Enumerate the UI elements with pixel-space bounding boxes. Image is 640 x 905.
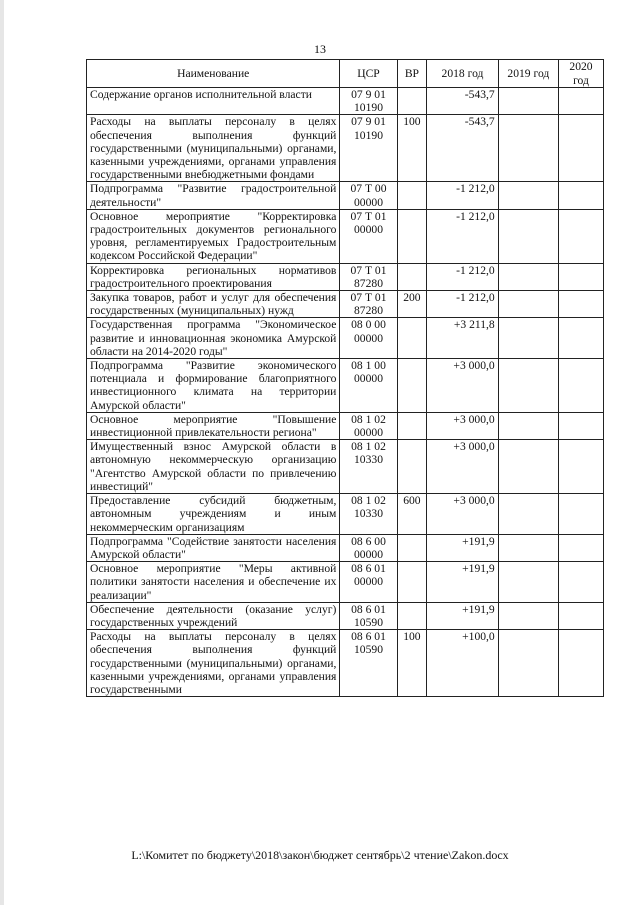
table-row bbox=[87, 209, 604, 263]
cell-2018: +3 000,0 bbox=[427, 359, 499, 413]
cell-2019 bbox=[498, 494, 558, 535]
table-row bbox=[87, 182, 604, 209]
cell-2020 bbox=[559, 291, 604, 318]
table-row bbox=[87, 318, 604, 359]
cell-2020 bbox=[559, 182, 604, 209]
cell-2020 bbox=[559, 440, 604, 494]
cell-vr: 100 bbox=[397, 115, 427, 182]
cell-2020 bbox=[559, 534, 604, 561]
cell-2018: -1 212,0 bbox=[427, 291, 499, 318]
table-row bbox=[87, 412, 604, 439]
header-2018: 2018 год bbox=[427, 60, 499, 88]
cell-name: Основное мероприятие "Повышение инвестиционной привлекательности региона" bbox=[87, 412, 340, 439]
table-row bbox=[87, 534, 604, 561]
cell-vr: 100 bbox=[397, 630, 427, 697]
cell-2020 bbox=[559, 88, 604, 115]
cell-name: Расходы на выплаты персоналу в целях обеспечения выполнения функций государственными (муниципальными) органами, казенными учреждениями, органами управления государственными внебюджетными фондами bbox=[87, 115, 340, 182]
cell-name: Имущественный взнос Амурской области в автономную некоммерческую организацию "Агентство Амурской области по привлечению инвестиций" bbox=[87, 440, 340, 494]
cell-2018: -1 212,0 bbox=[427, 182, 499, 209]
cell-name: Подпрограмма "Развитие градостроительной деятельности" bbox=[87, 182, 340, 209]
table-body bbox=[87, 88, 604, 697]
cell-2019 bbox=[498, 359, 558, 413]
cell-2020 bbox=[559, 494, 604, 535]
cell-2019 bbox=[498, 115, 558, 182]
footer-file-path: L:\Комитет по бюджету\2018\закон\бюджет сентябрь\2 чтение\Zakon.docx bbox=[131, 848, 509, 862]
cell-2018: -543,7 bbox=[427, 88, 499, 115]
table-row bbox=[87, 602, 604, 629]
cell-2019 bbox=[498, 263, 558, 290]
cell-2018: +3 000,0 bbox=[427, 440, 499, 494]
cell-name: Основное мероприятие "Корректировка градостроительных документов регионального уровня, регламентируемых Градостроительным кодексом Российской Федерации" bbox=[87, 209, 340, 263]
cell-vr bbox=[397, 263, 427, 290]
scan-edge-shade bbox=[0, 0, 4, 905]
cell-name: Подпрограмма "Содействие занятости населения Амурской области" bbox=[87, 534, 340, 561]
cell-2020 bbox=[559, 318, 604, 359]
cell-vr bbox=[397, 602, 427, 629]
cell-vr bbox=[397, 88, 427, 115]
cell-2020 bbox=[559, 359, 604, 413]
budget-table bbox=[86, 59, 604, 697]
cell-csr: 07 Т 01 87280 bbox=[340, 263, 397, 290]
cell-vr bbox=[397, 182, 427, 209]
cell-2018: +3 211,8 bbox=[427, 318, 499, 359]
cell-csr: 07 9 01 10190 bbox=[340, 115, 397, 182]
table-row bbox=[87, 263, 604, 290]
table-row bbox=[87, 88, 604, 115]
cell-2018: -543,7 bbox=[427, 115, 499, 182]
cell-2020 bbox=[559, 562, 604, 603]
table-row bbox=[87, 115, 604, 182]
table-row bbox=[87, 359, 604, 413]
header-2019: 2019 год bbox=[498, 60, 558, 88]
cell-name: Государственная программа "Экономическое развитие и инновационная экономика Амурской области на 2014-2020 годы" bbox=[87, 318, 340, 359]
cell-name: Корректировка региональных нормативов градостроительного проектирования bbox=[87, 263, 340, 290]
cell-2018: +3 000,0 bbox=[427, 412, 499, 439]
cell-2019 bbox=[498, 440, 558, 494]
cell-vr bbox=[397, 534, 427, 561]
cell-2019 bbox=[498, 209, 558, 263]
cell-csr: 07 Т 01 00000 bbox=[340, 209, 397, 263]
cell-csr: 08 6 01 00000 bbox=[340, 562, 397, 603]
cell-vr bbox=[397, 562, 427, 603]
cell-vr bbox=[397, 318, 427, 359]
cell-2020 bbox=[559, 630, 604, 697]
cell-2018: +191,9 bbox=[427, 534, 499, 561]
cell-csr: 08 1 02 00000 bbox=[340, 412, 397, 439]
cell-2020 bbox=[559, 209, 604, 263]
cell-csr: 08 1 00 00000 bbox=[340, 359, 397, 413]
cell-vr: 200 bbox=[397, 291, 427, 318]
header-vr: ВР bbox=[397, 60, 427, 88]
table-row bbox=[87, 291, 604, 318]
cell-vr bbox=[397, 209, 427, 263]
cell-csr: 07 9 01 10190 bbox=[340, 88, 397, 115]
cell-name: Закупка товаров, работ и услуг для обеспечения государственных (муниципальных) нужд bbox=[87, 291, 340, 318]
cell-2018: -1 212,0 bbox=[427, 209, 499, 263]
cell-name: Предоставление субсидий бюджетным, автономным учреждениям и иным некоммерческим организациям bbox=[87, 494, 340, 535]
cell-csr: 08 6 01 10590 bbox=[340, 602, 397, 629]
cell-csr: 08 1 02 10330 bbox=[340, 494, 397, 535]
cell-2019 bbox=[498, 534, 558, 561]
cell-vr bbox=[397, 359, 427, 413]
table-row bbox=[87, 440, 604, 494]
table-row bbox=[87, 494, 604, 535]
table-row bbox=[87, 630, 604, 697]
header-2020: 2020 год bbox=[559, 60, 604, 88]
page-number: 13 bbox=[314, 42, 326, 56]
cell-2020 bbox=[559, 602, 604, 629]
cell-2020 bbox=[559, 263, 604, 290]
cell-2018: +191,9 bbox=[427, 562, 499, 603]
cell-2018: +3 000,0 bbox=[427, 494, 499, 535]
header-name: Наименование bbox=[87, 60, 340, 88]
cell-name: Обеспечение деятельности (оказание услуг) государственных учреждений bbox=[87, 602, 340, 629]
cell-vr bbox=[397, 440, 427, 494]
cell-name: Основное мероприятие "Меры активной политики занятости населения и обеспечение их реализации" bbox=[87, 562, 340, 603]
cell-2019 bbox=[498, 291, 558, 318]
table-header-row bbox=[87, 60, 604, 88]
cell-2018: -1 212,0 bbox=[427, 263, 499, 290]
cell-csr: 07 Т 01 87280 bbox=[340, 291, 397, 318]
cell-2019 bbox=[498, 630, 558, 697]
cell-vr: 600 bbox=[397, 494, 427, 535]
cell-2020 bbox=[559, 412, 604, 439]
cell-csr: 07 Т 00 00000 bbox=[340, 182, 397, 209]
cell-2019 bbox=[498, 602, 558, 629]
cell-2019 bbox=[498, 88, 558, 115]
cell-csr: 08 0 00 00000 bbox=[340, 318, 397, 359]
cell-2019 bbox=[498, 562, 558, 603]
cell-name: Содержание органов исполнительной власти bbox=[87, 88, 340, 115]
cell-name: Расходы на выплаты персоналу в целях обеспечения выполнения функций государственными (муниципальными) органами, казенными учреждениями, органами управления государственными bbox=[87, 630, 340, 697]
table-row bbox=[87, 562, 604, 603]
cell-csr: 08 6 00 00000 bbox=[340, 534, 397, 561]
cell-2020 bbox=[559, 115, 604, 182]
cell-2019 bbox=[498, 412, 558, 439]
cell-csr: 08 6 01 10590 bbox=[340, 630, 397, 697]
cell-2018: +191,9 bbox=[427, 602, 499, 629]
header-csr: ЦСР bbox=[340, 60, 397, 88]
cell-name: Подпрограмма "Развитие экономического потенциала и формирование благоприятного инвестиционного климата на территории Амурской области" bbox=[87, 359, 340, 413]
cell-2019 bbox=[498, 182, 558, 209]
cell-csr: 08 1 02 10330 bbox=[340, 440, 397, 494]
cell-2018: +100,0 bbox=[427, 630, 499, 697]
cell-2019 bbox=[498, 318, 558, 359]
cell-vr bbox=[397, 412, 427, 439]
